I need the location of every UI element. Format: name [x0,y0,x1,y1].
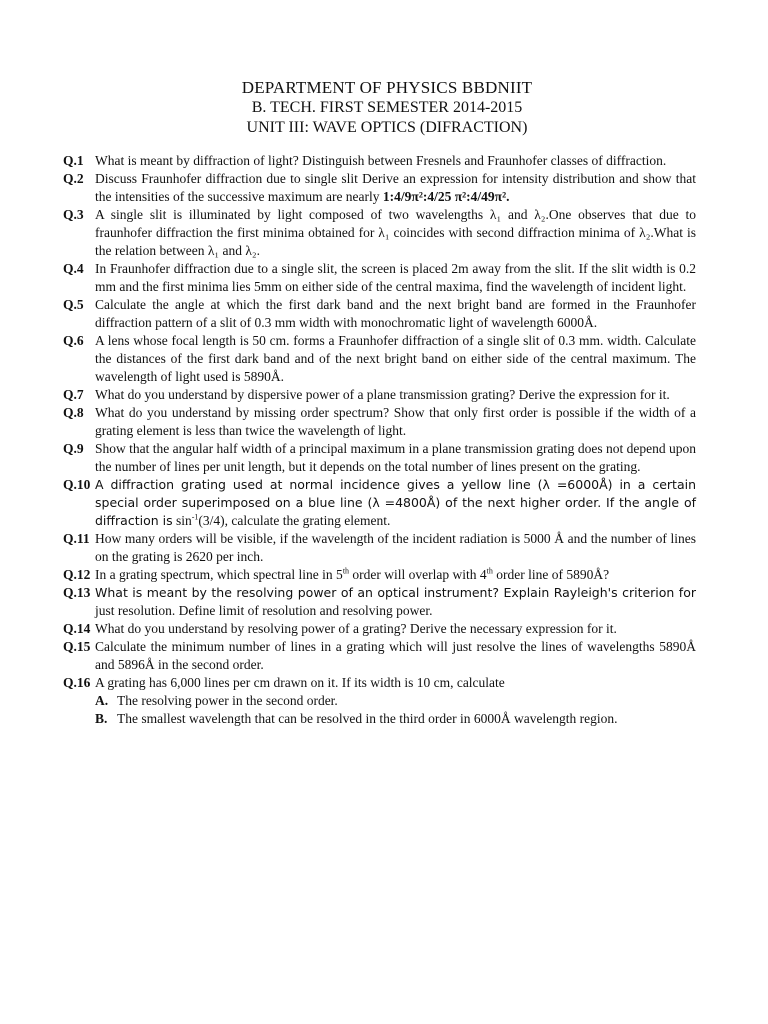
sub-question-a [95,692,696,710]
sub-question-b [95,710,696,728]
ordinal-suffix: th [486,566,493,576]
sub-question-label: B. [95,711,108,726]
question-number: Q.9 [63,441,84,456]
question-number: Q.8 [63,405,84,420]
question-item [40,566,696,584]
question-number: Q.3 [63,207,84,222]
question-item [40,170,696,206]
question-number: Q.16 [63,675,91,690]
question-item [40,332,696,386]
sub-question-text: The resolving power in the second order. [117,693,338,708]
question-item [40,386,696,404]
question-number: Q.5 [63,297,84,312]
question-text: order line of 5890Å? [492,567,610,582]
question-number: Q.12 [63,567,91,582]
question-text: What do you understand by resolving power of a grating? Derive the necessary expression for it. [95,621,617,636]
question-text: Discuss Fraunhofer diffraction due to single slit Derive an expression for intensity distribution and show that the intensities of the successive maximum are nearly [95,171,696,204]
question-item [40,404,696,440]
department-title: DEPARTMENT OF PHYSICS BBDNIIT [241,78,533,97]
question-text: order will overlap with 4 [349,567,487,582]
question-item [40,584,696,620]
question-text: What is meant by diffraction of light? Distinguish between Fresnels and Fraunhofer classes of diffraction. [95,153,667,168]
unit-subtitle: UNIT III: WAVE OPTICS (DIFRACTION) [246,119,528,136]
question-item [40,620,696,638]
question-number: Q.4 [63,261,84,276]
question-text: A diffraction grating used at normal incidence gives a yellow line (λ =6000Å) in a certain special order superimposed on a blue line (λ =4800Å) of the next higher order. If the angle of diffraction is [95,477,696,528]
intensity-ratio-formula: 1:4/9π²:4/25 π²:4/49π². [382,189,510,204]
question-text: What do you understand by missing order spectrum? Show that only first order is possible if the width of a grating element is less than twice the wavelength of light. [95,405,696,438]
question-item [40,530,696,566]
question-item [40,296,696,332]
question-text: In a grating spectrum, which spectral line in 5 [95,567,343,582]
question-item [40,440,696,476]
question-number: Q.2 [63,171,84,186]
question-text: What is meant by the resolving power of an optical instrument? Explain Rayleigh's criterion for [95,585,696,600]
question-text: A grating has 6,000 lines per cm drawn on it. If its width is 10 cm, calculate [95,675,505,690]
question-text: How many orders will be visible, if the wavelength of the incident radiation is 5000 Å and the number of lines on the grating is 2620 per inch. [95,531,696,564]
question-number: Q.15 [63,639,91,654]
question-number: Q.6 [63,333,84,348]
question-item [40,476,696,530]
question-text: In Fraunhofer diffraction due to a single slit, the screen is placed 2m away from the slit. If the slit width is 0.2 mm and the first minima lies 5mm on either side of the central maxima, find the wavelength of incident light. [95,261,696,294]
inverse-exponent: -1 [191,512,199,522]
question-text: A lens whose focal length is 50 cm. forms a Fraunhofer diffraction of a single slit of 0.3 mm. width. Calculate the distances of the first dark band and of the next bright band on either side of the central maximum. The wavelength of light used is 5890Å. [95,333,696,384]
question-text: just resolution. Define limit of resolution and resolving power. [95,603,433,618]
question-text: What do you understand by dispersive power of a plane transmission grating? Derive the expression for it. [95,387,670,402]
question-item [40,206,696,260]
document-header [78,78,696,138]
question-text-sin: sin [175,513,192,528]
ordinal-suffix: th [342,566,350,576]
question-item [40,674,696,728]
question-item [40,638,696,674]
question-number: Q.7 [63,387,84,402]
question-text: Calculate the angle at which the first dark band and the next bright band are formed in the Fraunhofer diffraction pattern of a slit of 0.3 mm width with monochromatic light of wavelength 6000Å. [95,297,696,330]
question-text: Show that the angular half width of a principal maximum in a plane transmission grating does not depend upon the number of lines per unit length, but it depends on the total number of lines present on the grating. [95,441,696,474]
sub-question-label: A. [95,693,109,708]
question-text: Calculate the minimum number of lines in a grating which will just resolve the lines of wavelengths 5890Å and 5896Å in the second order. [95,639,696,672]
question-number: Q.10 [63,477,91,492]
question-number: Q.14 [63,621,91,636]
sub-question-text: The smallest wavelength that can be resolved in the third order in 6000Å wavelength region. [117,711,618,726]
question-item [40,152,696,170]
semester-subtitle: B. TECH. FIRST SEMESTER 2014-2015 [251,99,523,116]
question-number: Q.13 [63,585,91,600]
question-list [40,152,696,728]
question-number: Q.1 [63,153,84,168]
question-text-tail: (3/4), calculate the grating element. [198,513,391,528]
question-text: A single slit is illuminated by light composed of two wavelengths λ₁ and λ₂.One observes that due to fraunhofer diffraction the first minima obtained for λ₁ coincides with second diffraction minima of λ₂.What is the relation between λ₁ and λ₂. [95,207,696,258]
question-item [40,260,696,296]
question-number: Q.11 [63,531,90,546]
